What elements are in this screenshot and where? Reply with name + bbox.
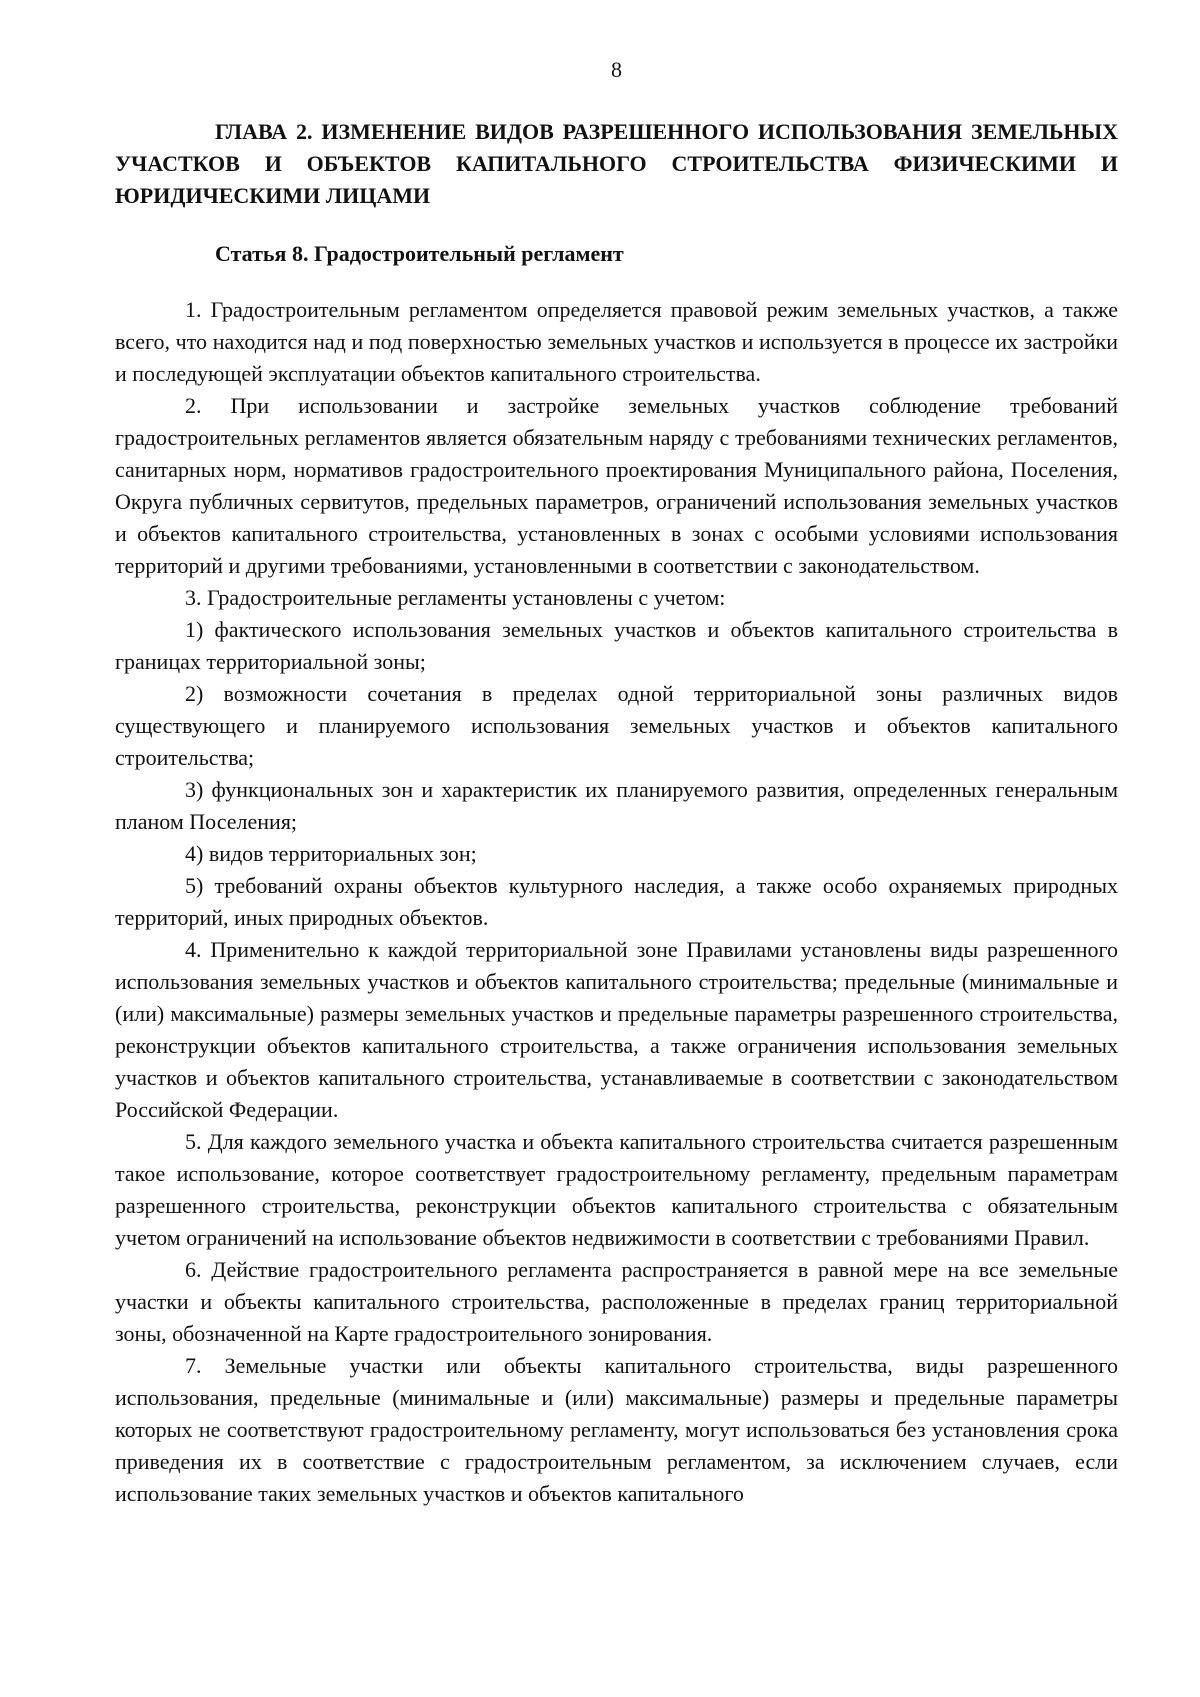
- chapter-title: ГЛАВА 2. ИЗМЕНЕНИЕ ВИДОВ РАЗРЕШЕННОГО ИСПОЛЬЗОВАНИЯ ЗЕМЕЛЬНЫХ УЧАСТКОВ И ОБЪЕКТОВ КАПИТАЛЬНОГО СТРОИТЕЛЬСТВА ФИЗИЧЕСКИМИ И ЮРИДИЧЕСКИМИ ЛИЦАМИ: [115, 119, 1118, 208]
- paragraph: 5. Для каждого земельного участка и объекта капитального строительства считается разрешенным такое использование, которое соответствует градостроительному регламенту, предельным параметрам разрешенного строительства, реконструкции объектов капитального строительства с обязательным учетом ограничений на использование объектов недвижимости в соответствии с требованиями Правил.: [115, 1129, 1118, 1250]
- article-title: Статья 8. Градостроительный регламент: [215, 241, 624, 266]
- paragraph: 3. Градостроительные регламенты установлены с учетом:: [185, 585, 726, 610]
- list-item: 5) требований охраны объектов культурного наследия, а также особо охраняемых природных территорий, иных природных объектов.: [115, 873, 1118, 930]
- list-item: 4) видов территориальных зон;: [185, 841, 477, 866]
- list-item: 3) функциональных зон и характеристик их планируемого развития, определенных генеральным планом Поселения;: [115, 777, 1118, 834]
- list-item: 1) фактического использования земельных участков и объектов капитального строительства в границах территориальной зоны;: [115, 617, 1118, 674]
- paragraph: 7. Земельные участки или объекты капитального строительства, виды разрешенного использования, предельные (минимальные и (или) максимальные) размеры и предельные параметры которых не соответствуют градостроительному регламенту, могут использоваться без установления срока приведения их в соответствие с градостроительным регламентом, за исключением случаев, если использование таких земельных участков и объектов капитального: [115, 1353, 1118, 1506]
- paragraph: 4. Применительно к каждой территориальной зоне Правилами установлены виды разрешенного использования земельных участков и объектов капитального строительства; предельные (минимальные и (или) максимальные) размеры земельных участков и предельные параметры разрешенного строительства, реконструкции объектов капитального строительства, а также ограничения использования земельных участков и объектов капитального строительства, устанавливаемые в соответствии с законодательством Российской Федерации.: [115, 937, 1118, 1122]
- paragraph: 2. При использовании и застройке земельных участков соблюдение требований градостроительных регламентов является обязательным наряду с требованиями технических регламентов, санитарных норм, нормативов градостроительного проектирования Муниципального района, Поселения, Округа публичных сервитутов, предельных параметров, ограничений использования земельных участков и объектов капитального строительства, установленных в зонах с особыми условиями использования территорий и другими требованиями, установленными в соответствии с законодательством.: [115, 393, 1118, 578]
- page-number: 8: [611, 57, 622, 82]
- paragraph: 1. Градостроительным регламентом определяется правовой режим земельных участков, а также всего, что находится над и под поверхностью земельных участков и используется в процессе их застройки и последующей эксплуатации объектов капитального строительства.: [115, 297, 1118, 386]
- article-body: [115, 294, 1118, 1510]
- list-item: 2) возможности сочетания в пределах одной территориальной зоны различных видов существующего и планируемого использования земельных участков и объектов капитального строительства;: [115, 681, 1118, 770]
- paragraph: 6. Действие градостроительного регламента распространяется в равной мере на все земельные участки и объекты капитального строительства, расположенные в пределах границ территориальной зоны, обозначенной на Карте градостроительного зонирования.: [115, 1257, 1118, 1346]
